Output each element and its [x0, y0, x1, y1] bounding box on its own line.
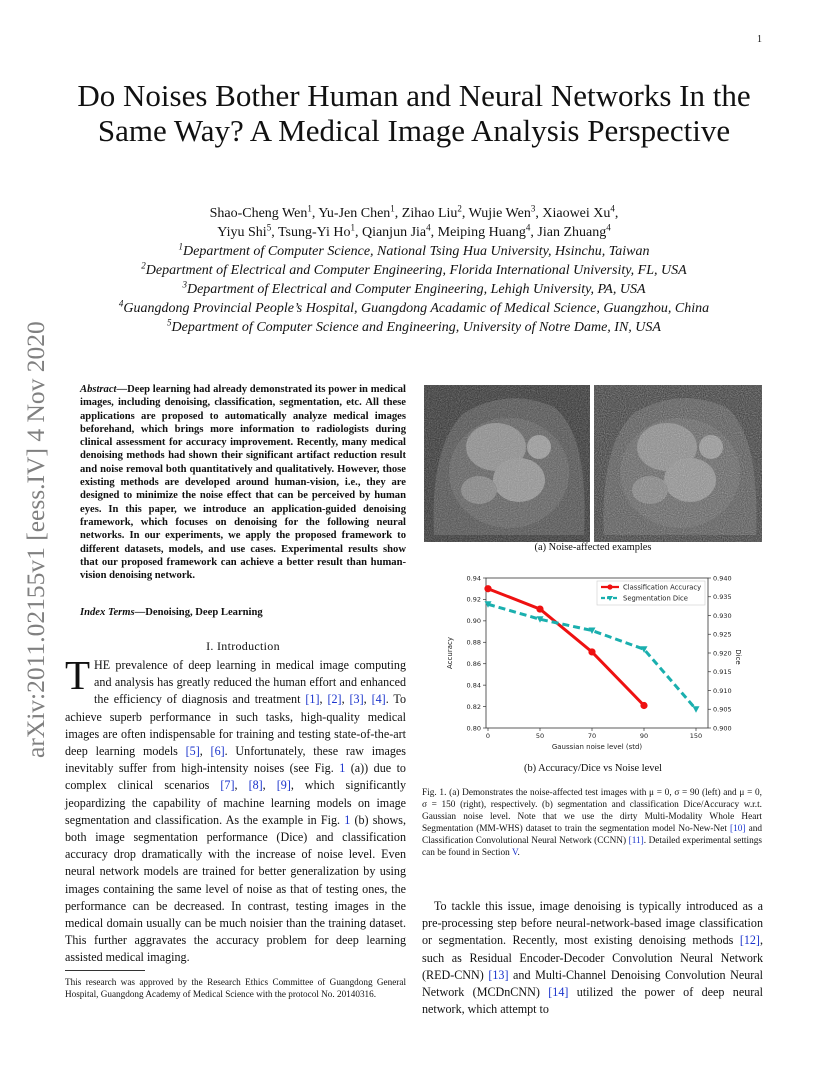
data-point-accuracy [588, 648, 595, 655]
affiliation-sup: 4 [118, 298, 124, 309]
x-tick-label: 0 [485, 732, 491, 740]
y-tick-label: 0.82 [466, 702, 481, 711]
data-point-accuracy [484, 585, 491, 592]
intro-paragraph [65, 652, 407, 967]
y2-tick-label: 0.915 [713, 668, 732, 677]
author-sup: 4 [606, 222, 611, 233]
author-name: Meiping Huang [437, 225, 526, 240]
y2-axis-label: Dice [734, 649, 742, 665]
left-axis-ticks [467, 574, 486, 732]
citation-link[interactable]: [13] [488, 967, 509, 982]
y2-tick-label: 0.905 [713, 705, 732, 714]
intro-text: , which significantly jeopardizing the capability of machine learning models on image segmentation and classification. As the example in Fig. [65, 778, 406, 827]
x-tick-label: 150 [689, 732, 703, 740]
citation-link[interactable]: [14] [548, 985, 569, 1000]
y-tick-label: 0.84 [466, 681, 481, 690]
author-name: Tsung-Yi Ho [277, 225, 351, 240]
affiliation [60, 242, 768, 261]
caption-text: and Classification Convolutional Neural Network (CCNN) [422, 823, 762, 846]
index-terms [80, 607, 406, 618]
author-name: Yiyu Shi [217, 225, 267, 240]
sep: , [199, 744, 211, 759]
author-sup: 1 [390, 203, 395, 214]
accuracy-dice-chart [440, 568, 740, 754]
figure-link[interactable]: 1 [344, 812, 351, 827]
footnote: This research was approved by the Research Ethics Committee of Guangdong General Hospital, Guangdong Academy of Medical Science with the protocol No. 20140316. [65, 977, 406, 999]
body-paragraph [422, 898, 763, 1018]
y-tick-label: 0.90 [466, 617, 481, 626]
affiliation [60, 280, 768, 299]
right-axis-ticks [708, 574, 732, 732]
x-axis-label: Gaussian noise level (std) [551, 743, 643, 751]
citation-link[interactable]: [8] [248, 778, 263, 793]
abstract-label: Abstract [80, 384, 117, 395]
citation-link[interactable]: [11] [628, 835, 644, 846]
author-sup: 4 [426, 222, 431, 233]
author-block [60, 204, 768, 337]
footnote-rule [65, 970, 145, 971]
author-sup: 1 [307, 203, 312, 214]
y2-tick-label: 0.935 [713, 593, 732, 602]
y2-tick-label: 0.900 [713, 724, 732, 733]
citation-link[interactable]: [5] [185, 744, 200, 759]
author-name: Xiaowei Xu [542, 206, 611, 221]
x-tick-label: 50 [535, 732, 545, 740]
affiliation-text: Department of Electrical and Computer Engineering, Lehigh University, PA, USA [186, 282, 646, 297]
caption-text: . Detailed experimental settings can be found in Section [422, 835, 762, 858]
abstract [80, 383, 406, 582]
author-name: Qianjun Jia [361, 225, 427, 240]
intro-text: . Unfortunately, these raw images inevitably suffer from high-intensity noises (see Fig. [65, 744, 406, 776]
noise-image-left [424, 385, 590, 542]
y2-tick-label: 0.930 [713, 611, 732, 620]
drop-cap: T [65, 652, 91, 698]
figure-caption [422, 788, 762, 859]
chart-legend [597, 581, 705, 605]
body-text: and Multi-Channel Denoising Convolution Neural Network (MCDnCNN) [422, 967, 764, 1000]
sep: , [319, 692, 328, 707]
y2-tick-label: 0.910 [713, 686, 732, 695]
caption-text: Fig. 1. (a) Demonstrates the noise-affected test images with μ = 0, σ = 90 (left) and μ = 0, σ = 150 (right), respectively. (b) segmentation and classification Dice/Accuracy w.r.t. Gaussian noise level. Note that we use the dirty Multi-Modality Whole Heart Segmentation (MM-WHS) dataset to train the segmentation model No-New-Net [422, 788, 762, 834]
data-point-dice [693, 706, 700, 713]
section-heading: I. Introduction [206, 639, 280, 653]
page-number: 1 [757, 34, 762, 45]
subcaption-b: (b) Accuracy/Dice vs Noise level [524, 763, 662, 774]
intro-text: . To achieve superb performance in such tasks, high-quality medical images are often indispensable for training and testing state-of-the-art deep learning models [65, 692, 407, 759]
abstract-text: —Deep learning had already demonstrated its power in medical images, including denoising, classification, segmentation, etc. All these applications are proposed to automatically analyze medical images beforehand, which brings more information to radiologists during clinical assessment for accuracy improvement. Recently, many medical denoising methods had shown their significant artifact reduction result and noise removal both quantitatively and qualitatively. However, those existing methods are developed around human-vision, i.e., they are designed to minimize the noise effect that can be perceived by human eyes. In this paper, we introduce an application-guided denoising framework, which focuses on denoising for the following neural networks. In our experiments, we apply the proposed framework to different datasets, models, and use cases. Experimental results show that our proposed framework can achieve a better result than human-vision denoising network. [80, 384, 406, 582]
author-name: Yu-Jen Chen [318, 206, 391, 221]
body-text: , such as Residual Encoder-Decoder Convolution Neural Network (RED-CNN) [422, 933, 763, 982]
intro-text: (b) shows, both image segmentation performance (Dice) and classification accuracy drop dramatically with the increase of noise level. Even neural network models are trained for better generalization by using images containing the same level of noise as that of testing ones, the performance can be decreased. In contrast, testing images in the medical domain usually can be much noisier than the training dataset. This further aggravates the accuracy problem for deep learning assisted medical imaging. [65, 812, 406, 965]
intro-text: HE prevalence of deep learning in medical image computing and analysis has greatly reduced the human effort and enhanced the efficiency of diagnosis and treatment [94, 658, 406, 707]
author-line-1: Shao-Cheng Wen$^1$, Yu-Jen Chen$^1$, Zihao Liu$^2$, Wujie Wen$^3$, Xiaowei Xu$^4$, [209, 203, 619, 221]
author-sup: 1 [350, 222, 355, 233]
legend-label-accuracy: Classification Accuracy [623, 583, 702, 592]
legend-label-dice: Segmentation Dice [623, 594, 688, 603]
y-axis-label: Accuracy [446, 637, 454, 669]
sep: , [363, 692, 372, 707]
y-tick-label: 0.94 [466, 574, 481, 583]
author-sup: 2 [457, 203, 462, 214]
data-point-accuracy [640, 702, 647, 709]
affiliation-text: Guangdong Provincial People’s Hospital, Guangdong Acadamic of Medical Science, Guangzhou, China [123, 301, 710, 316]
body-text: To tackle this issue, image denoising is typically introduced as a pre-processing step before neural-network-based image classification or segmentation. Recently, most existing denoising methods [422, 899, 763, 948]
legend-marker-accuracy [607, 584, 612, 589]
arxiv-stamp [2, 180, 52, 800]
author-sup: 5 [266, 222, 272, 233]
author-sup: 3 [530, 203, 536, 214]
x-tick-label: 90 [639, 732, 649, 740]
author-name: Wujie Wen [468, 206, 531, 221]
affiliation-sup: 2 [141, 260, 146, 271]
affiliation-sup: 3 [182, 279, 187, 290]
author-name: Jian Zhuang [537, 225, 607, 240]
y-tick-label: 0.88 [466, 638, 481, 647]
citation-link[interactable]: [4] [371, 692, 386, 707]
y-tick-label: 0.92 [466, 595, 481, 604]
x-tick-label: 70 [587, 732, 597, 740]
affiliation-text: Department of Computer Science, National Tsing Hua University, Hsinchu, Taiwan [183, 244, 650, 259]
affiliation [60, 318, 768, 337]
data-point-accuracy [536, 605, 543, 612]
author-line-2: Yiyu Shi$^5$, Tsung-Yi Ho$^1$, Qianjun Jia$^4$, Meiping Huang$^4$, Jian Zhuang$^4$ [217, 222, 611, 240]
sep: , [234, 778, 249, 793]
affiliation [60, 299, 768, 318]
citation-link[interactable]: [3] [349, 692, 364, 707]
affiliation-sup: 5 [167, 317, 172, 328]
affiliation-text: Department of Computer Science and Engineering, University of Notre Dame, IN, USA [171, 320, 661, 335]
series-line-accuracy [488, 589, 644, 706]
arxiv-stamp-text: arXiv:2011.02155v1 [eess.IV] 4 Nov 2020 [21, 321, 50, 758]
author-name: Zihao Liu [401, 206, 458, 221]
body-text: utilized the power of deep neural network, which attempt to [422, 985, 763, 1017]
y2-tick-label: 0.940 [713, 574, 732, 583]
figure-link[interactable]: 1 [339, 761, 346, 776]
affiliation [60, 261, 768, 280]
y2-tick-label: 0.925 [713, 630, 732, 639]
author-sup: 4 [525, 222, 531, 233]
citation-link[interactable]: [6] [210, 744, 225, 759]
index-terms-text: —Denoising, Deep Learning [134, 607, 263, 618]
paper-title: Do Noises Bother Human and Neural Networks In the Same Way? A Medical Image Analysis Perspective [77, 78, 751, 148]
citation-link[interactable]: [10] [730, 823, 746, 834]
section-link[interactable]: V [511, 847, 518, 858]
affiliation-text: Department of Electrical and Computer Engineering, Florida International University, FL, USA [145, 263, 687, 278]
index-terms-label: Index Terms [80, 607, 135, 618]
citation-link[interactable]: [12] [739, 933, 760, 948]
author-name: Shao-Cheng Wen [209, 206, 308, 221]
caption-text: . [517, 847, 520, 858]
citation-link[interactable]: [9] [276, 778, 291, 793]
sep: , [341, 692, 350, 707]
citation-link[interactable]: [2] [327, 692, 342, 707]
series-line-dice [488, 604, 696, 709]
y2-tick-label: 0.920 [713, 649, 732, 658]
intro-text: (a)) due to complex clinical scenarios [65, 761, 406, 793]
citation-link[interactable]: [7] [220, 778, 235, 793]
author-sup: 4 [610, 203, 615, 214]
y-tick-label: 0.80 [466, 724, 481, 733]
sep: , [262, 778, 277, 793]
citation-link[interactable]: [1] [305, 692, 320, 707]
subcaption-a: (a) Noise-affected examples [534, 542, 652, 553]
y-tick-label: 0.86 [466, 660, 481, 669]
affiliation-sup: 1 [178, 241, 184, 252]
noise-image-right [594, 385, 762, 542]
x-axis-ticks [486, 728, 702, 740]
